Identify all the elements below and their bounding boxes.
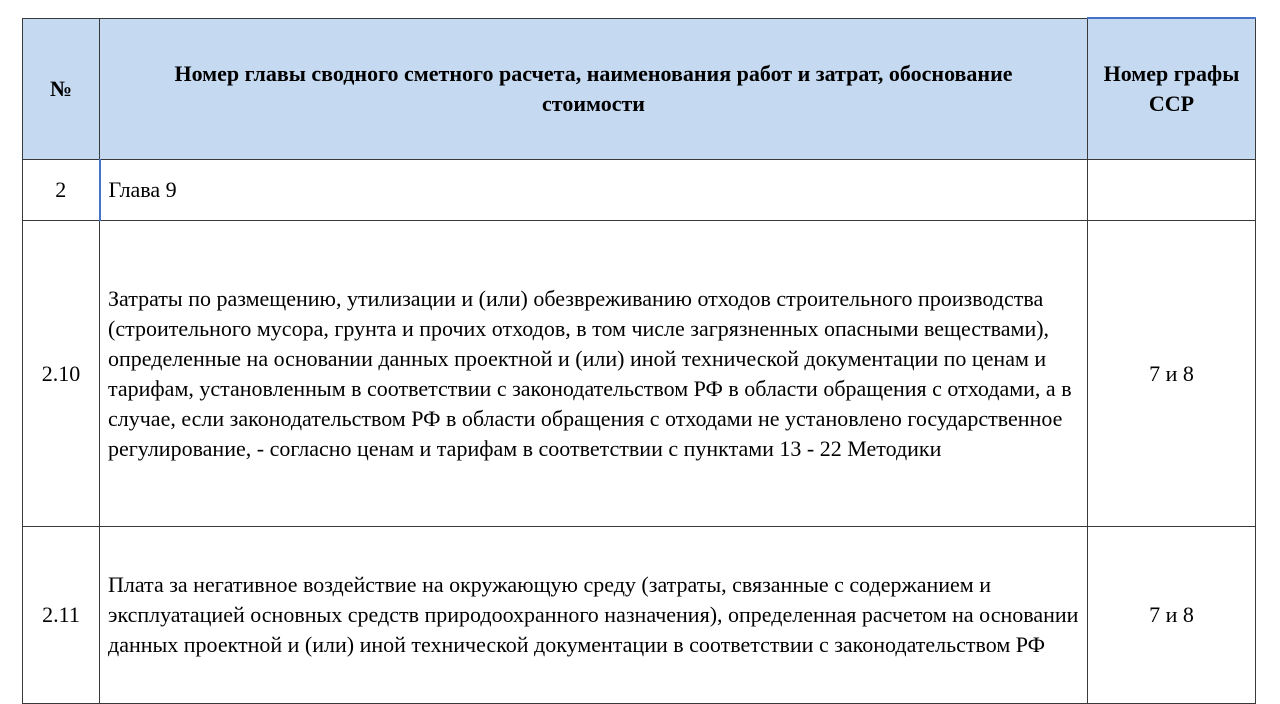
table-row xyxy=(23,527,1256,704)
cost-estimate-table xyxy=(22,17,1256,704)
table-header xyxy=(23,18,1256,160)
table-row xyxy=(23,221,1256,527)
row-description: Глава 9 xyxy=(100,160,1088,221)
row-ssr-column xyxy=(1088,160,1256,221)
header-number: № xyxy=(23,18,100,160)
row-number: 2.10 xyxy=(23,221,100,527)
row-description: Затраты по размещению, утилизации и (или) обезвреживанию отходов строительного производства (строительного мусора, грунта и прочих отходов, в том числе загрязненных опасными веществами), определенные на основании данных проектной и (или) иной технической документации по ценам и тарифам, установленным в соответствии с законодательством РФ в области обращения с отходами, а в случае, если законодательством РФ в области обращения с отходами не установлено государственное регулирование, - согласно ценам и тарифам в соответствии с пунктами 13 - 22 Методики xyxy=(100,221,1088,527)
header-ssr-column: Номер графы ССР xyxy=(1088,18,1256,160)
row-ssr-column: 7 и 8 xyxy=(1088,527,1256,704)
table-row xyxy=(23,160,1256,221)
row-ssr-column: 7 и 8 xyxy=(1088,221,1256,527)
header-description: Номер главы сводного сметного расчета, наименования работ и затрат, обоснование стоимости xyxy=(100,18,1088,160)
header-row xyxy=(23,18,1256,160)
table-body xyxy=(23,160,1256,704)
row-number: 2 xyxy=(23,160,100,221)
row-description: Плата за негативное воздействие на окружающую среду (затраты, связанные с содержанием и эксплуатацией основных средств природоохранного назначения), определенная расчетом на основании данных проектной и (или) иной технической документации в соответствии с законодательством РФ xyxy=(100,527,1088,704)
row-number: 2.11 xyxy=(23,527,100,704)
